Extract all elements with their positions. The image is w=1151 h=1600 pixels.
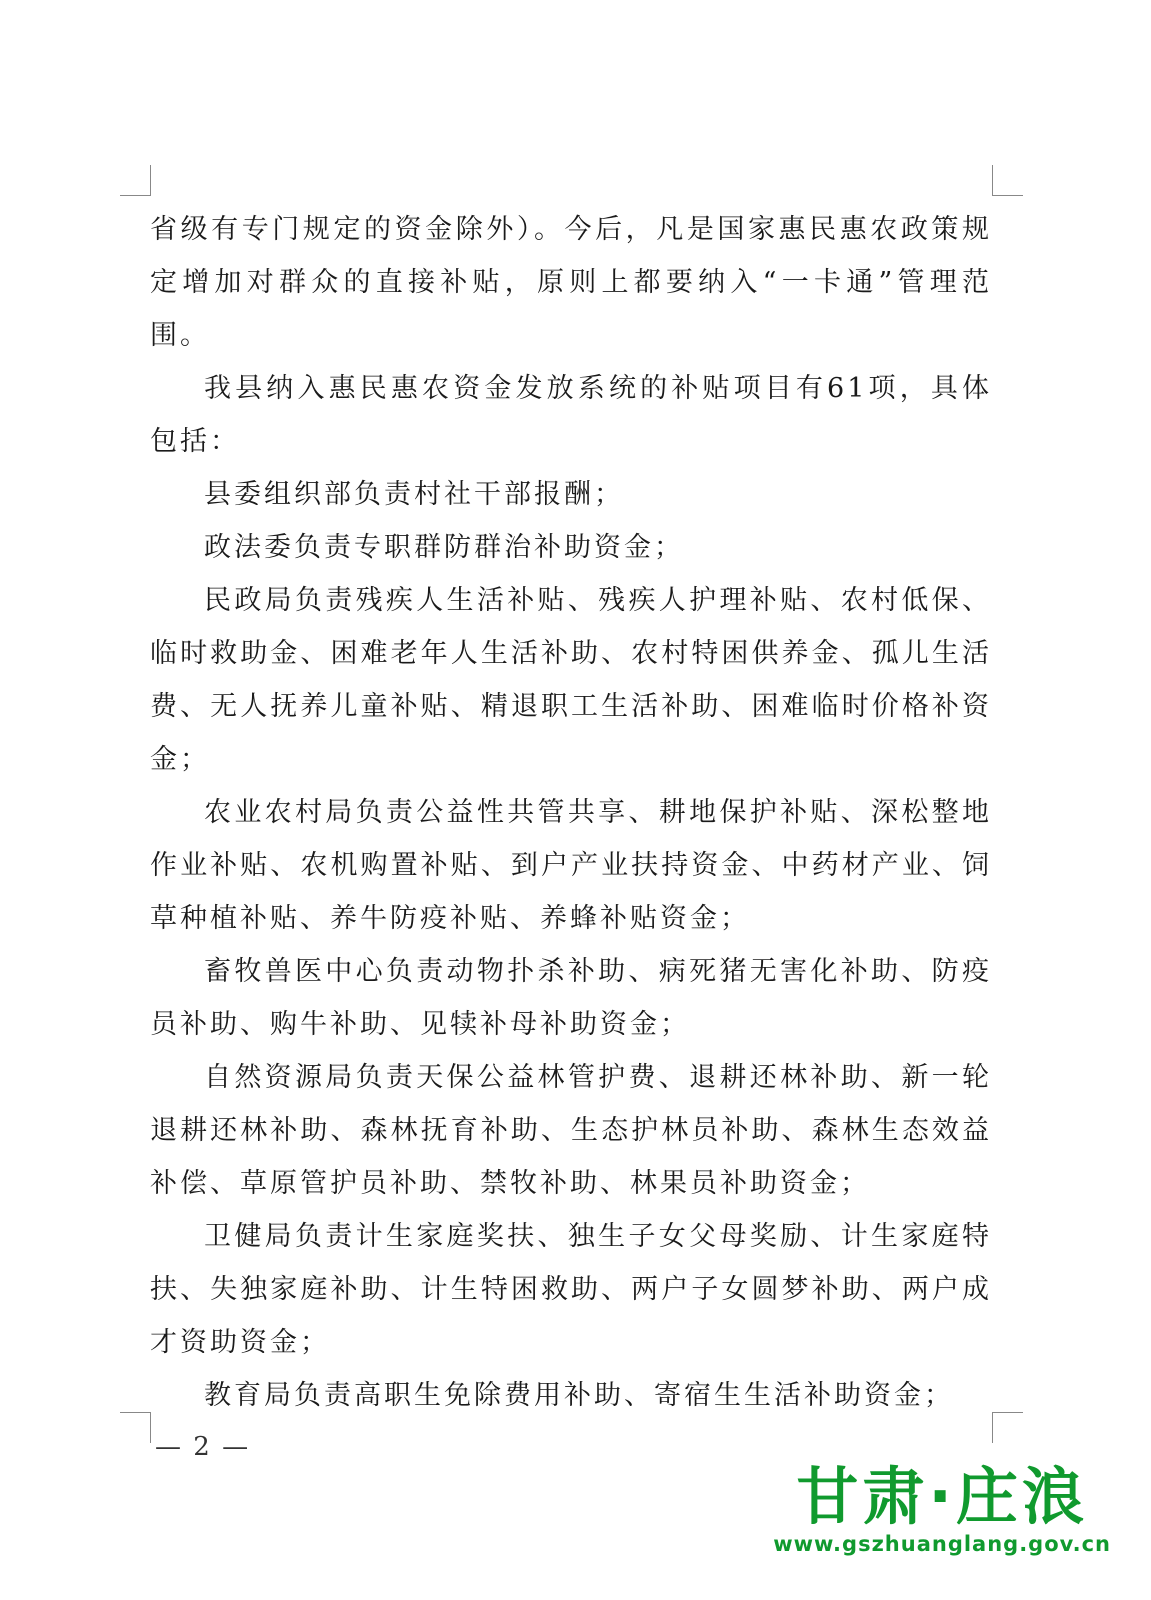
page-number: — 2 —	[155, 1432, 251, 1462]
paragraph-agriculture: 农业农村局负责公益性共管共享、耕地保护补贴、深松整地作业补贴、农机购置补贴、到户产业扶持资金、中药材产业、饲草种植补贴、养牛防疫补贴、养蜂补贴资金；	[150, 797, 992, 934]
watermark-url: www.gszhuanglang.gov.cn	[773, 1532, 1111, 1556]
paragraph-natural-resources: 自然资源局负责天保公益林管护费、退耕还林补助、新一轮退耕还林补助、森林抚育补助、生态护林员补助、森林生态效益补偿、草原管护员补助、禁牧补助、林果员补助资金；	[150, 1062, 992, 1199]
paragraph-civil-affairs: 民政局负责残疾人生活补贴、残疾人护理补贴、农村低保、临时救助金、困难老年人生活补助、农村特困供养金、孤儿生活费、无人抚养儿童补贴、精退职工生活补助、困难临时价格补资金；	[150, 585, 992, 775]
corner-mark-top-left	[120, 165, 151, 196]
paragraph-education: 教育局负责高职生免除费用补助、寄宿生生活补助资金；	[204, 1380, 954, 1411]
watermark-title: 甘肃·庄浪	[796, 1460, 1088, 1533]
paragraph-health: 卫健局负责计生家庭奖扶、独生子女父母奖励、计生家庭特扶、失独家庭补助、计生特困救助、两户子女圆梦补助、两户成才资助资金；	[150, 1221, 992, 1358]
paragraph-political-legal: 政法委负责专职群防群治补助资金；	[204, 532, 684, 563]
corner-mark-top-right	[992, 165, 1023, 196]
corner-mark-bottom-left	[120, 1412, 151, 1443]
paragraph-intro: 我县纳入惠民惠农资金发放系统的补贴项目有61项，具体包括：	[150, 373, 992, 457]
document-body	[150, 203, 992, 1422]
site-watermark	[773, 1462, 1111, 1556]
paragraph-animal-husbandry: 畜牧兽医中心负责动物扑杀补助、病死猪无害化补助、防疫员补助、购牛补助、见犊补母补助资金；	[150, 956, 992, 1040]
paragraph-organization-dept: 县委组织部负责村社干部报酬；	[204, 479, 624, 510]
corner-mark-bottom-right	[992, 1412, 1023, 1443]
paragraph-continuation: 省级有专门规定的资金除外）。今后，凡是国家惠民惠农政策规定增加对群众的直接补贴，原则上都要纳入“一卡通”管理范围。	[150, 214, 992, 351]
